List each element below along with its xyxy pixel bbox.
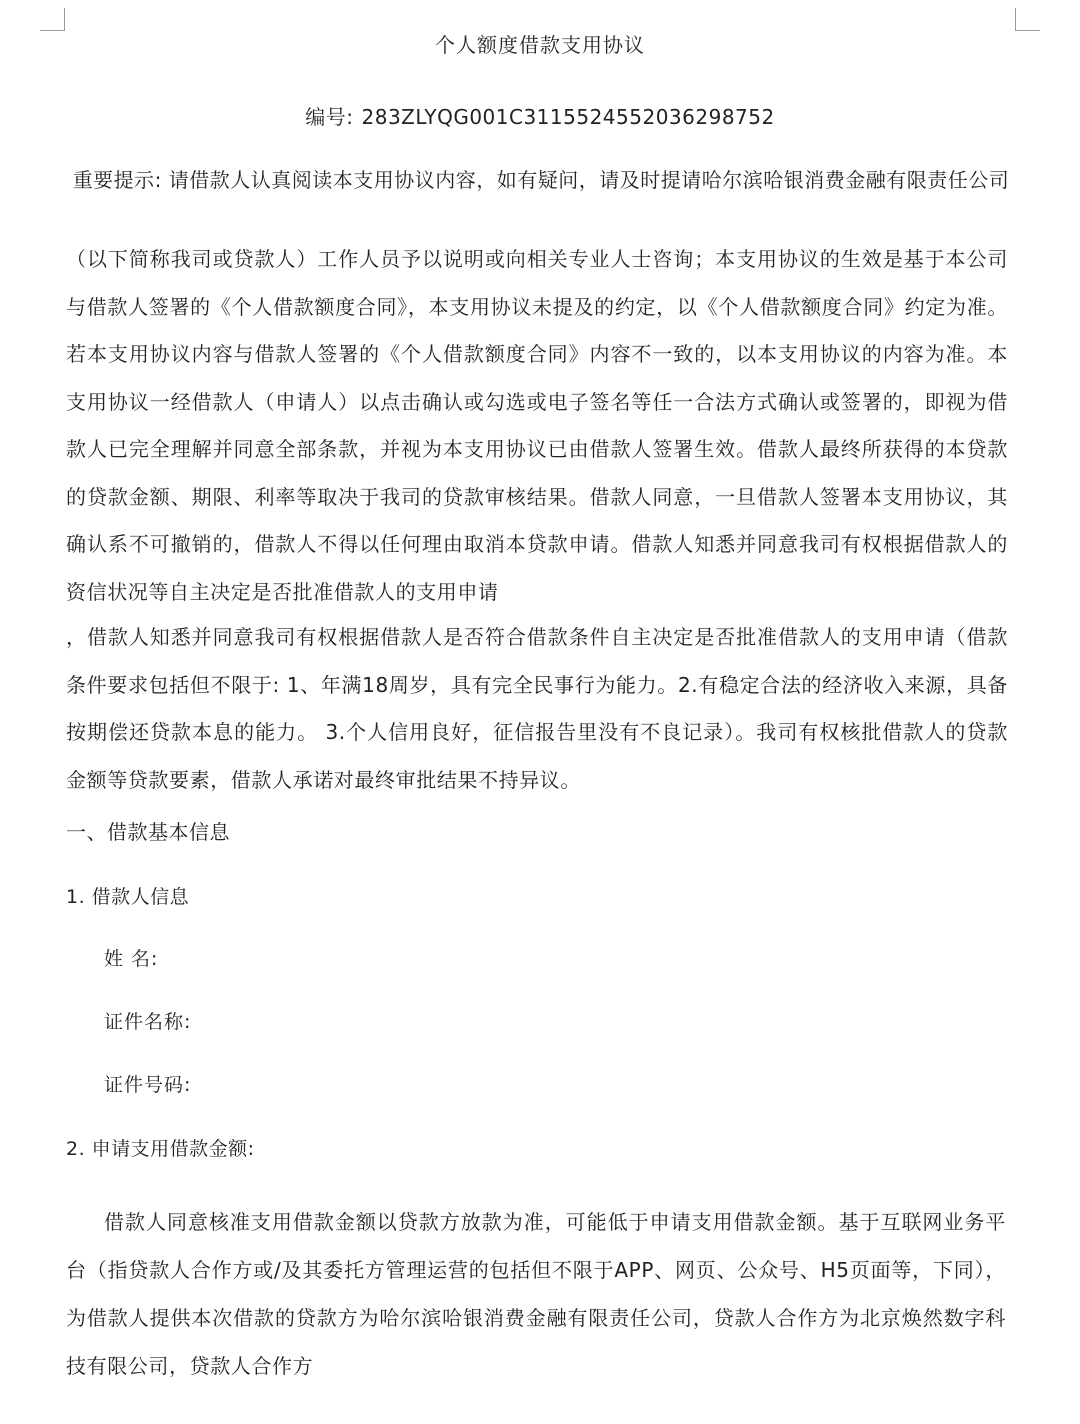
paragraph-lender-info: 借款人同意核准支用借款金额以贷款方放款为准，可能低于申请支用借款金额。基于互联网业务平台（指贷款人合作方或/及其委托方管理运营的包括但不限于APP、网页、公众号、H5页面等，下同），为借款人提供本次借款的贷款方为哈尔滨哈银消费金融有限责任公司，贷款人合作方为北京焕然数字科技有限公司，贷款人合作方 — [66, 1210, 1006, 1378]
document-number — [0, 102, 1080, 132]
important-notice: 重要提示: 请借款人认真阅读本支用协议内容，如有疑问，请及时提请哈尔滨哈银消费金融有限责任公司 — [72, 168, 1010, 192]
crop-mark-right — [1015, 8, 1040, 31]
document-number-label: 编号: — [305, 105, 354, 129]
field-label-id-number: 证件号码: — [104, 1074, 192, 1096]
document-title: 个人额度借款支用协议 — [435, 33, 645, 57]
field-label-id-type: 证件名称: — [104, 1011, 192, 1033]
document-number-value: 283ZLYQG001C3115524552036298752 — [361, 105, 775, 129]
item-heading-loan-amount: 2. 申请支用借款金额: — [66, 1138, 255, 1160]
paragraph-intro: （以下简称我司或贷款人）工作人员予以说明或向相关专业人士咨询；本支用协议的生效是基于本公司与借款人签署的《个人借款额度合同》，本支用协议未提及的约定，以《个人借款额度合同》约定为准。若本支用协议内容与借款人签署的《个人借款额度合同》内容不一致的，以本支用协议的内容为准。本支用协议一经借款人（申请人）以点击确认或勾选或电子签名等任一合法方式确认或签署的，即视为借款人已完全理解并同意全部条款，并视为本支用协议已由借款人签署生效。借款人最终所获得的本贷款的贷款金额、期限、利率等取决于我司的贷款审核结果。借款人同意，一旦借款人签署本支用协议，其确认系不可撤销的，借款人不得以任何理由取消本贷款申请。借款人知悉并同意我司有权根据借款人的资信状况等自主决定是否批准借款人的支用申请 — [66, 247, 1008, 604]
section-heading-basic-info: 一、借款基本信息 — [66, 820, 230, 844]
field-label-name: 姓 名: — [104, 948, 159, 970]
paragraph-conditions: ，借款人知悉并同意我司有权根据借款人是否符合借款条件自主决定是否批准借款人的支用申请（借款条件要求包括但不限于: 1、年满18周岁，具有完全民事行为能力。2.有稳定合法的经济收入来源，具备按期偿还贷款本息的能力。 3.个人信用良好，征信报告里没有不良记录）。我司有权核批借款人的贷款金额等贷款要素，借款人承诺对最终审批结果不持异议。 — [66, 625, 1008, 792]
crop-mark-left — [40, 8, 65, 31]
item-heading-borrower-info: 1. 借款人信息 — [66, 886, 190, 908]
